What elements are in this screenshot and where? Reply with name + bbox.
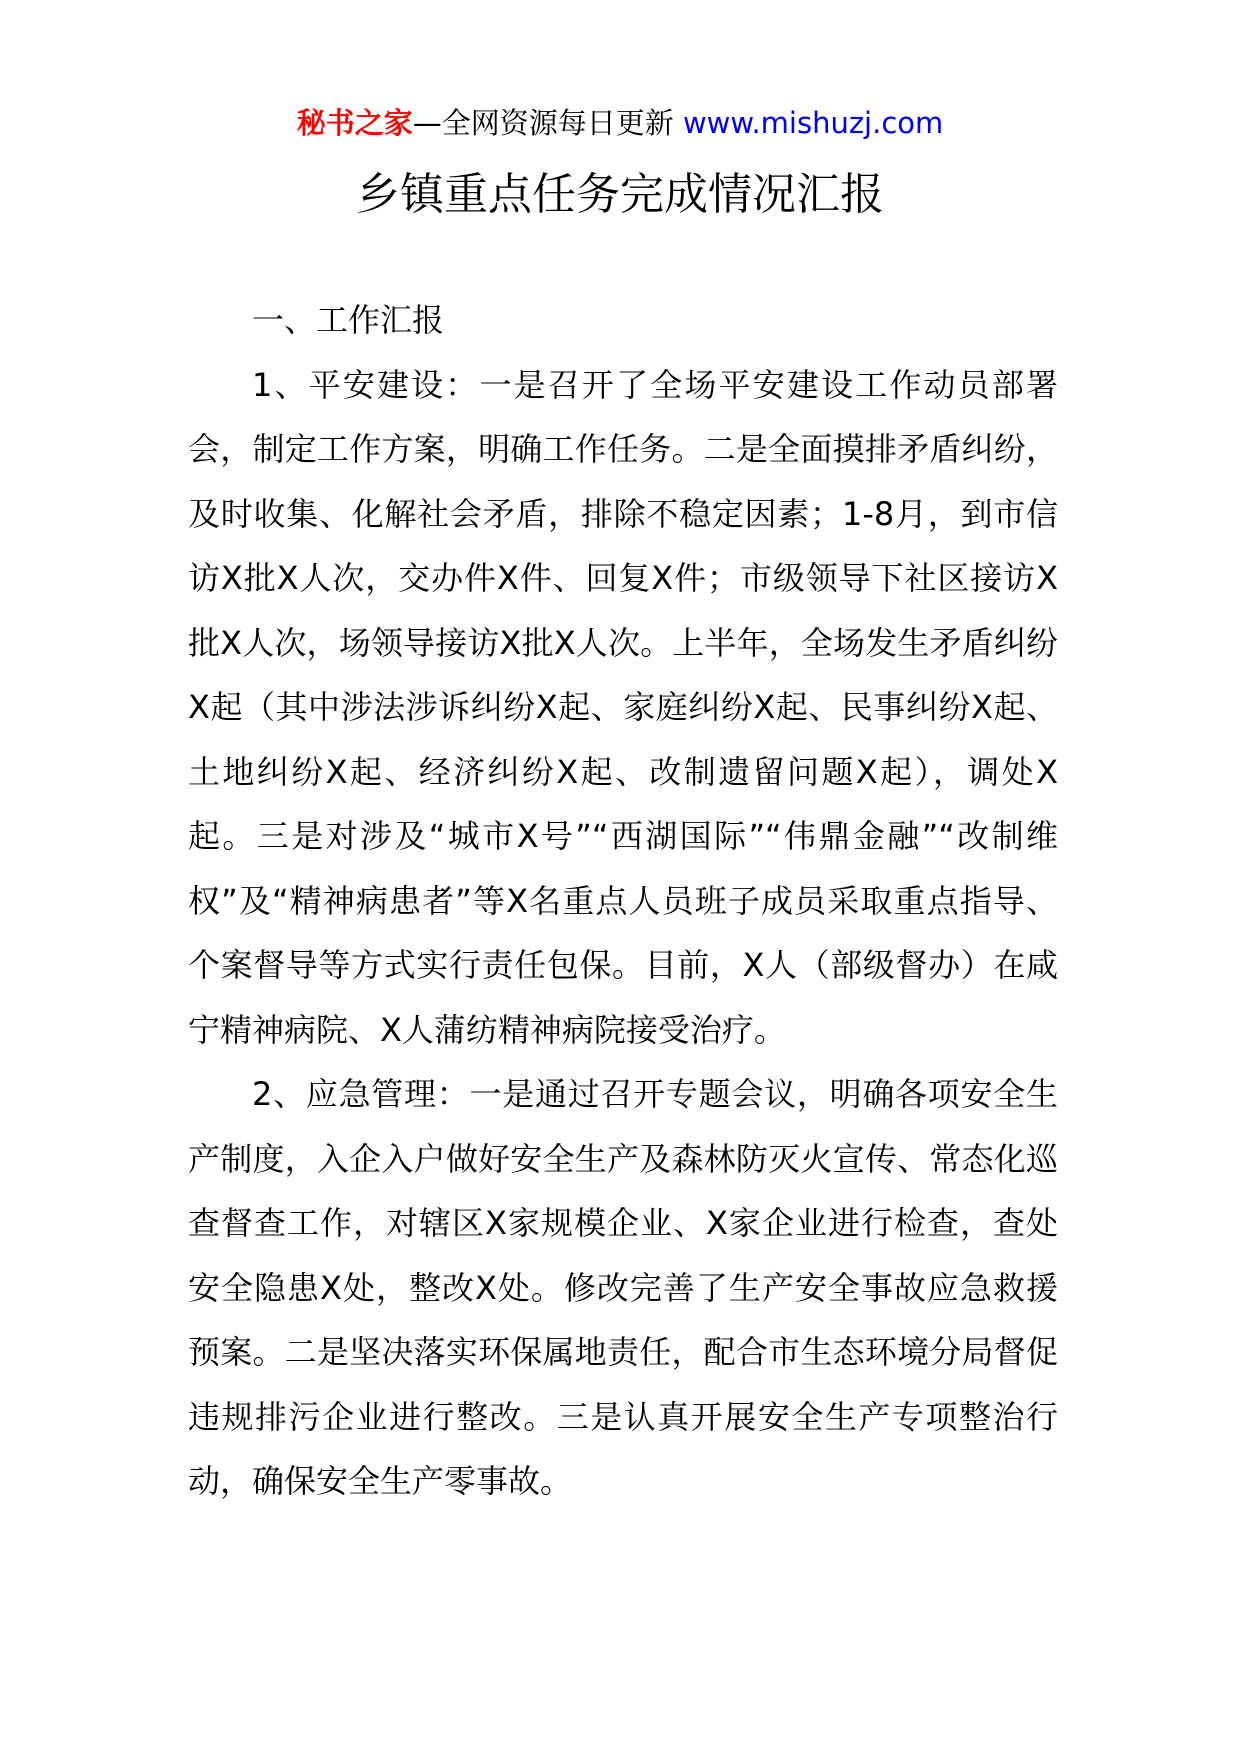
section-heading: 一、工作汇报 xyxy=(252,301,445,339)
paragraph-safety-construction: 1、平安建设：一是召开了全场平安建设工作动员部署会，制定工作方案，明确工作任务。二是全面摸排矛盾纠纷，及时收集、化解社会矛盾，排除不稳定因素；1-8月，到市信访X批X人次，交办件X件、回复X件；市级领导下社区接访X批X人次，场领导接访X批X人次。上半年，全场发生矛盾纠纷X起（其中涉法涉诉纠纷X起、家庭纠纷X起、民事纠纷X起、土地纠纷X起、经济纠纷X起、改制遗留问题X起），调处X起。三是对涉及“城市X号”“西湖国际”“伟鼎金融”“改制维权”及“精神病患者”等X名重点人员班子成员采取重点指导、个案督导等方式实行责任包保。目前，X人（部级督办）在咸宁精神病院、X人蒲纺精神病院接受治疗。 xyxy=(188,365,1058,1049)
paragraph-emergency-management: 2、应急管理：一是通过召开专题会议，明确各项安全生产制度，入企入户做好安全生产及森林防灭火宣传、常态化巡查督查工作，对辖区X家规模企业、X家企业进行检查，查处安全隐患X处，整改X处。修改完善了生产安全事故应急救援预案。二是坚决落实环保属地责任，配合市生态环境分局督促违规排污企业进行整改。三是认真开展安全生产专项整治行动，确保安全生产零事故。 xyxy=(188,1075,1058,1500)
banner-tagline: —全网资源每日更新 xyxy=(412,106,683,140)
brand-name: 秘书之家 xyxy=(296,106,413,140)
site-url-link[interactable]: www.mishuzj.com xyxy=(682,106,944,140)
document-title: 乡镇重点任务完成情况汇报 xyxy=(356,169,884,220)
document-body xyxy=(188,288,1058,1514)
site-banner xyxy=(0,103,1240,143)
